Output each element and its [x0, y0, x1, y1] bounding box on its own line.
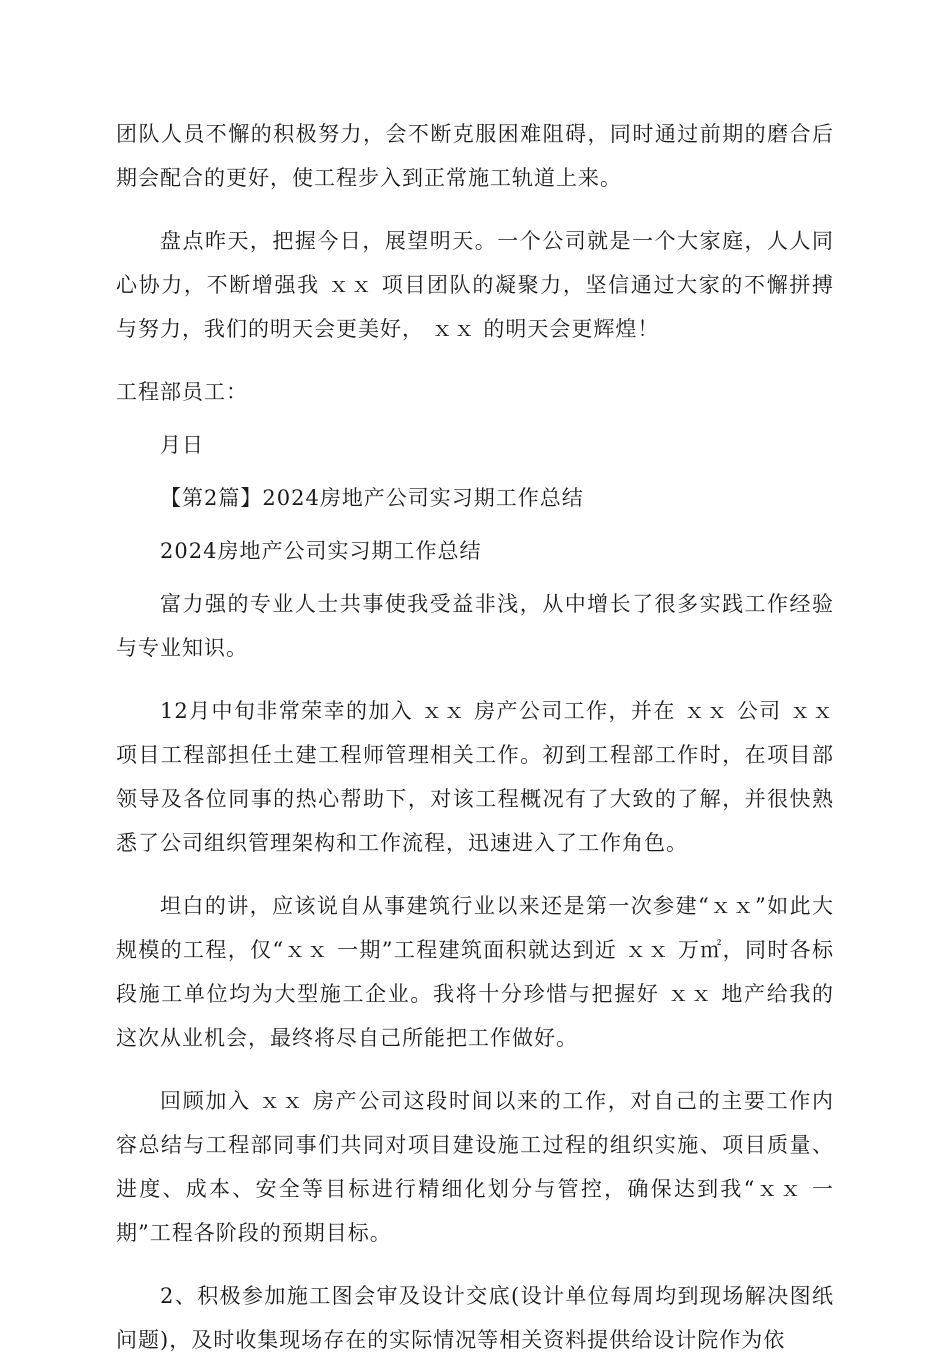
paragraph-5: 【第2篇】2024房地产公司实习期工作总结	[160, 486, 584, 510]
paragraph-10: 回顾加入 ｘｘ 房产公司这段时间以来的工作，对自己的主要工作内容总结与工程部同事们共同对项目建设施工过程的组织实施、项目质量、进度、成本、安全等目标进行精细化划分与管控，确保达到我“ｘｘ 一期”工程各阶段的预期目标。	[116, 1089, 834, 1245]
paragraph-8: 12月中旬非常荣幸的加入 ｘｘ 房产公司工作，并在 ｘｘ 公司 ｘｘ 项目工程部担任土建工程师管理相关工作。初到工程部工作时，在项目部领导及各位同事的热心帮助下，对该工程概况有了大致的了解，并很快熟悉了公司组织管理架构和工作流程，迅速进入了工作角色。	[116, 699, 834, 855]
paragraph-1: 团队人员不懈的积极努力，会不断克服困难阻碍，同时通过前期的磨合后期会配合的更好，使工程步入到正常施工轨道上来。	[116, 122, 834, 190]
document-body	[116, 112, 834, 1362]
paragraph-9: 坦白的讲，应该说自从事建筑行业以来还是第一次参建“ｘｘ”如此大规模的工程，仅“ｘｘ 一期”工程建筑面积就达到近 ｘｘ 万㎡，同时各标段施工单位均为大型施工企业。我将十分珍惜与把握好 ｘｘ 地产给我的这次从业机会，最终将尽自己所能把工作做好。	[116, 894, 834, 1050]
paragraph-11: 2、积极参加施工图会审及设计交底(设计单位每周均到现场解决图纸问题)，及时收集现场存在的实际情况等相关资料提供给设计院作为依	[116, 1284, 834, 1352]
paragraph-4: 月日	[160, 433, 204, 457]
paragraph-3: 工程部员工：	[116, 380, 248, 404]
paragraph-6: 2024房地产公司实习期工作总结	[160, 539, 482, 563]
paragraph-2: 盘点昨天，把握今日，展望明天。一个公司就是一个大家庭，人人同心协力，不断增强我 ｘｘ 项目团队的凝聚力，坚信通过大家的不懈拼搏与努力，我们的明天会更美好， ｘｘ 的明天会更辉煌！	[116, 229, 834, 341]
paragraph-7: 富力强的专业人士共事使我受益非浅，从中增长了很多实践工作经验与专业知识。	[116, 592, 834, 660]
